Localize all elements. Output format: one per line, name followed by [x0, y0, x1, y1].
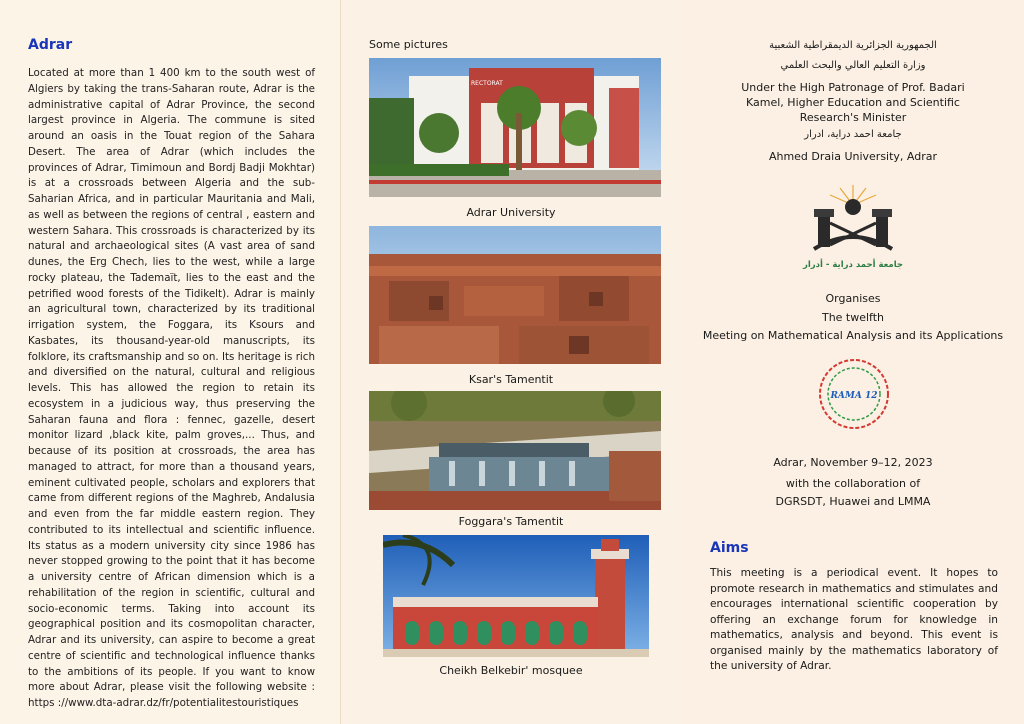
arabic-university-name: جامعة احمد دراية، ادرار [804, 129, 902, 140]
event-date: Adrar, November 9–12, 2023 [773, 456, 933, 469]
arabic-ministry-line: وزارة التعليم العالي والبحث العلمي [780, 60, 926, 71]
aims-text: This meeting is a periodical event. It hopes to promote research in mathematics and stimulates and encourages international scientific cooperation by offering an exchange forum for knowledge in mathematics, analysis and beyond. This event is organised mainly by the mathematics laboratory of the university of Adrar. [710, 567, 998, 672]
pictures-heading: Some pictures [369, 38, 448, 51]
caption-foggara-tamentit: Foggara's Tamentit [458, 515, 564, 528]
university-name: Ahmed Draia University, Adrar [768, 150, 938, 163]
university-logo [800, 185, 906, 275]
adrar-title: Adrar [28, 37, 73, 53]
left-panel [0, 0, 341, 724]
patronage-text: Under the High Patronage of Prof. Badari Kamel, Higher Education and Scientific Research's Minister [741, 81, 965, 124]
photo-foggara-tamentit [369, 391, 661, 510]
adrar-description: Located at more than 1 400 km to the south west of Algiers by taking the trans-Saharan route, Adrar is the administrative capital of Adrar Province, the second largest province in Algeria. The commune is sited around an oasis in the Touat region of the Sahara Desert. The area of Adrar (which includes the provinces of Adrar, Timimoun and Bordj Badji Mokhtar) is at a crossroads between Algeria and the sub-Saharian Africa, and in particular Mauritania and Mali, as well as between the regions of central , eastern and western Sahara. This crossroads is characterized by its natural and archaeological sites (A vast area of sand dunes, the Erg Chech, lies to the west, while a large rocky plateau, the Tademaït, lies to the east and the petrified wood forests of the Tidikelt). Adrar is mainly an agricultural town, characterized by its traditional irrigation system, the Foggara, its Ksours and Kasbates, its thousand-year-old manuscripts, its folklore, its craftsmanship and so on. Its heritage is rich and diversified on the natural, cultural and religious levels. This has allowed the region to retain its ecosystem in a judicious way, thus preserving the Saharan fauna and flora : fennec, gazelle, desert monitor lizard ,black kite, palm groves,... Thus, and because of its position at crossroads, the area has managed to attract, for more than a thousand years, eminent cultivated people, scholars and explorers that came from different regions of the Maghreb, Andalusia and even from the far middle eastern region. They contributed to its intellectual and scientific influence. Its status as a modern university city since 1986 has never stopped growing to the point that it has become a university centre of African dimension which is a rehabilitation of the region in scientific, cultural and socio-economic terms. Taking into account its geographical position and its cosmopolitan character, Adrar and its university, can aspire to become a great centre of scientific and technological influence thanks to the ambitions of its people. If you want to know more about Adrar, please visit the following website : https ://www.dta-adrar.dz/fr/potentialitestouristiques [28, 67, 315, 709]
caption-belkebir-mosque: Cheikh Belkebir' mosquee [439, 664, 583, 677]
organises-text: Organises [825, 292, 881, 305]
photo-belkebir-mosque [383, 535, 649, 657]
logo-caption: جامعة أحمد دراية - أدرار [802, 260, 904, 270]
rectorat-sign: RECTORAT [471, 80, 503, 87]
collaboration-intro: with the collaboration of [785, 477, 921, 490]
rama-logo [816, 356, 892, 432]
meeting-title: Meeting on Mathematical Analysis and its Applications [702, 329, 1004, 342]
conference-panel [682, 0, 1024, 724]
pictures-panel [341, 0, 682, 724]
photo-ksar-tamentit [369, 226, 661, 364]
aims-title: Aims [710, 540, 749, 556]
collaboration-partners: DGRSDT, Huawei and LMMA [775, 495, 931, 508]
caption-ksar-tamentit: Ksar's Tamentit [468, 373, 554, 386]
photo-adrar-university [369, 58, 661, 197]
twelfth-text: The twelfth [821, 311, 885, 324]
caption-adrar-university: Adrar University [466, 206, 556, 219]
arabic-republic-line: الجمهورية الجزائرية الديمقراطية الشعبية [769, 40, 937, 51]
rama-label: RAMA 12 [830, 391, 878, 401]
